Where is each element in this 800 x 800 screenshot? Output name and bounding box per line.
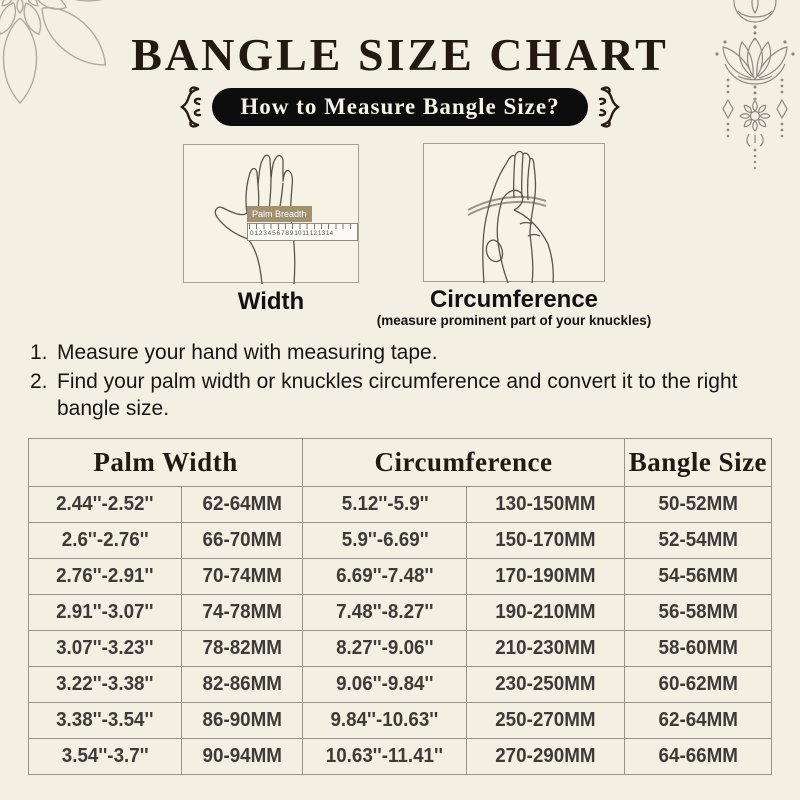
width-illustration-box	[183, 144, 359, 283]
col-header-circumference: Circumference	[303, 439, 625, 487]
table-cell: 5.9''-6.69''	[303, 523, 467, 559]
ruler-numbers: 0 1 2 3 4 5 6 7 8 9 10 11 12 13 14	[250, 230, 334, 237]
circumference-illustration-box	[423, 143, 605, 282]
col-header-bangle-size: Bangle Size	[624, 439, 771, 487]
palm-breadth-label: Palm Breadth	[247, 206, 312, 222]
table-row	[29, 523, 772, 559]
instruction-text: Measure your hand with measuring tape.	[57, 341, 438, 364]
squiggle-bracket-right-icon	[597, 84, 627, 130]
table-cell: 56-58MM	[624, 595, 771, 631]
table-cell: 210-230MM	[467, 631, 625, 667]
table-cell: 74-78MM	[182, 595, 303, 631]
table-cell: 62-64MM	[182, 487, 303, 523]
hands-measuring-icon	[424, 144, 606, 283]
table-cell: 2.44''-2.52''	[29, 487, 182, 523]
table-row	[29, 739, 772, 775]
table-cell: 250-270MM	[467, 703, 625, 739]
table-cell: 2.76''-2.91''	[29, 559, 182, 595]
table-row	[29, 631, 772, 667]
table-cell: 170-190MM	[467, 559, 625, 595]
table-cell: 8.27''-9.06''	[303, 631, 467, 667]
instruction-number: 2.	[30, 370, 48, 393]
table-cell: 60-62MM	[624, 667, 771, 703]
table-cell: 50-52MM	[624, 487, 771, 523]
instruction-item	[30, 339, 760, 366]
table-cell: 58-60MM	[624, 631, 771, 667]
table-header-row	[29, 439, 772, 487]
table-cell: 52-54MM	[624, 523, 771, 559]
table-cell: 64-66MM	[624, 739, 771, 775]
table-cell: 3.07''-3.23''	[29, 631, 182, 667]
page-title: BANGLE SIZE CHART	[131, 29, 669, 80]
table-cell: 150-170MM	[467, 523, 625, 559]
table-cell: 230-250MM	[467, 667, 625, 703]
table-cell: 86-90MM	[182, 703, 303, 739]
table-cell: 3.38''-3.54''	[29, 703, 182, 739]
table-cell: 190-210MM	[467, 595, 625, 631]
table-row	[29, 703, 772, 739]
table-cell: 7.48''-8.27''	[303, 595, 467, 631]
table-row	[29, 559, 772, 595]
instruction-item	[30, 368, 760, 422]
table-cell: 10.63''-11.41''	[303, 739, 467, 775]
width-caption: Width	[237, 288, 305, 315]
table-row	[29, 487, 772, 523]
circumference-caption: Circumference	[429, 286, 599, 313]
table-cell: 54-56MM	[624, 559, 771, 595]
table-cell: 3.22''-3.38''	[29, 667, 182, 703]
table-cell: 3.54''-3.7''	[29, 739, 182, 775]
ruler	[247, 223, 358, 241]
table-row	[29, 595, 772, 631]
table-cell: 9.84''-10.63''	[303, 703, 467, 739]
instruction-text: Find your palm width or knuckles circumference and convert it to the right bangle size.	[57, 370, 738, 420]
size-table	[28, 438, 772, 775]
subtitle-pill: How to Measure Bangle Size?	[212, 88, 587, 126]
table-cell: 62-64MM	[624, 703, 771, 739]
squiggle-bracket-left-icon	[173, 84, 203, 130]
table-row	[29, 667, 772, 703]
circumference-note: (measure prominent part of your knuckles)	[376, 313, 652, 328]
table-cell: 5.12''-5.9''	[303, 487, 467, 523]
instructions	[30, 339, 760, 424]
table-cell: 2.91''-3.07''	[29, 595, 182, 631]
table-cell: 66-70MM	[182, 523, 303, 559]
instruction-number: 1.	[30, 341, 48, 364]
table-cell: 90-94MM	[182, 739, 303, 775]
table-cell: 70-74MM	[182, 559, 303, 595]
table-cell: 82-86MM	[182, 667, 303, 703]
ruler-ticks	[249, 224, 356, 229]
table-cell: 270-290MM	[467, 739, 625, 775]
col-header-palm-width: Palm Width	[29, 439, 303, 487]
table-cell: 2.6''-2.76''	[29, 523, 182, 559]
table-cell: 6.69''-7.48''	[303, 559, 467, 595]
table-cell: 78-82MM	[182, 631, 303, 667]
table-cell: 130-150MM	[467, 487, 625, 523]
subtitle-row	[0, 84, 800, 130]
table-cell: 9.06''-9.84''	[303, 667, 467, 703]
